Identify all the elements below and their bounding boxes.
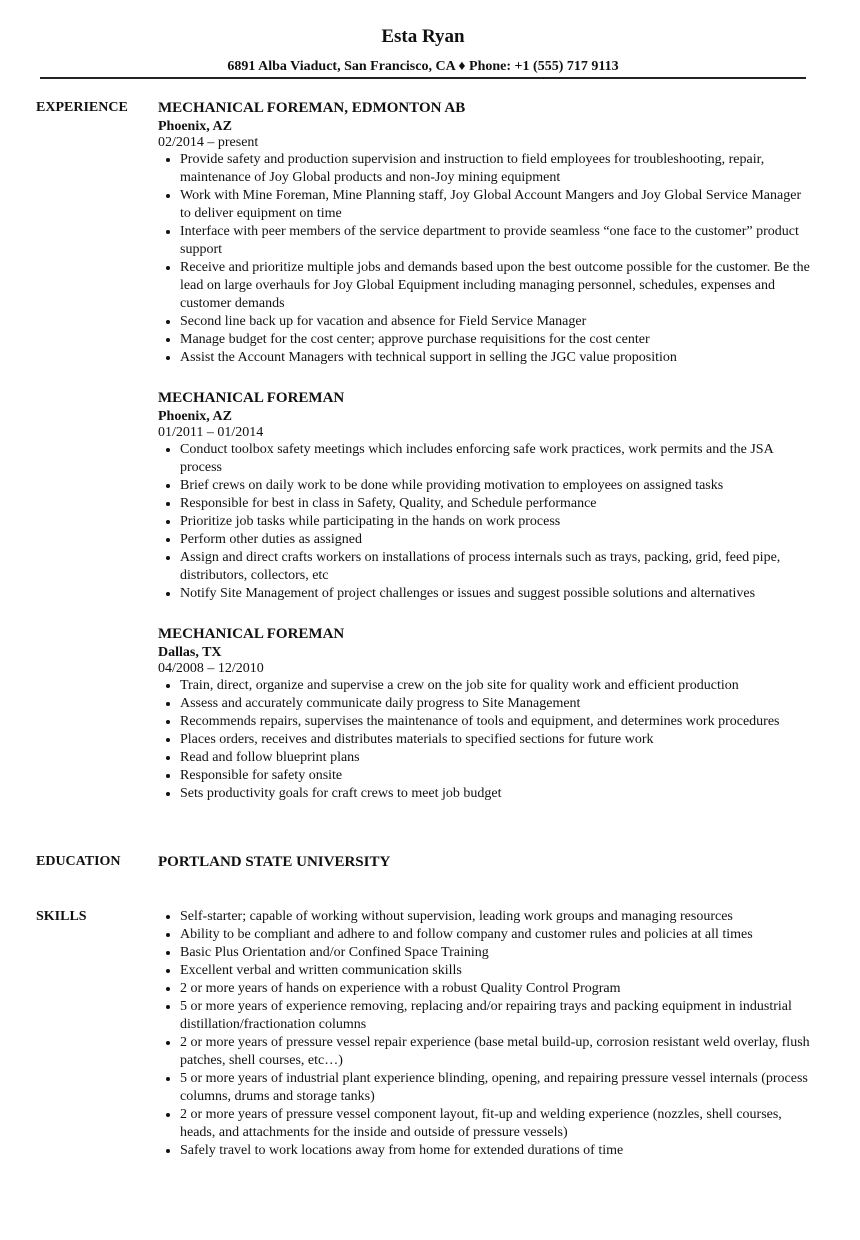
duty-item: • Sets productivity goals for craft crews to meet job budget [180,785,810,803]
duty-item: • Train, direct, organize and supervise a crew on the job site for quality work and efficient production [180,677,810,695]
duty-item: • Second line back up for vacation and absence for Field Service Manager [180,313,810,331]
skill-item: • 2 or more years of pressure vessel repair experience (base metal build-up, corrosion resistant weld overlay, flush patches, shell courses, etc…) [180,1034,810,1070]
job-title: MECHANICAL FOREMAN, EDMONTON AB [158,100,466,116]
job-location: Phoenix, AZ [158,119,232,134]
duty-item: • Responsible for best in class in Safety, Quality, and Schedule performance [180,495,810,513]
skill-item: • Excellent verbal and written communication skills [180,962,810,980]
duty-item: • Assist the Account Managers with technical support in selling the JGC value proposition [180,349,810,367]
skill-item: • Self-starter; capable of working without supervision, leading work groups and managing resources [180,908,810,926]
duty-item: • Receive and prioritize multiple jobs and demands based upon the best outcome possible for the customer. Be the lead on large overhauls for Joy Global Equipment including managing personnel, schedules, expenses and customer demands [180,259,810,313]
duty-item: • Brief crews on daily work to be done while providing motivation to employees on assigned tasks [180,477,810,495]
skills-items [158,908,810,1160]
duty-item: • Recommends repairs, supervises the maintenance of tools and equipment, and determines work procedures [180,713,810,731]
duty-item: • Notify Site Management of project challenges or issues and suggest possible solutions and alternatives [180,585,810,603]
job-title: MECHANICAL FOREMAN [158,390,345,406]
duty-item: • Places orders, receives and distributes materials to specified sections for future work [180,731,810,749]
section-label-experience: EXPERIENCE [36,100,128,115]
skill-item: • 5 or more years of industrial plant experience blinding, opening, and repairing pressure vessel internals (process columns, drums and storage tanks) [180,1070,810,1106]
job-duties [158,441,810,603]
job-dates: 01/2011 – 01/2014 [158,425,264,440]
job-title: MECHANICAL FOREMAN [158,626,345,642]
job-entry [158,625,810,803]
duty-item: • Provide safety and production supervision and instruction to field employees for troubleshooting, repair, maintenance of Joy Global products and non-Joy mining equipment [180,151,810,187]
duty-item: • Assess and accurately communicate daily progress to Site Management [180,695,810,713]
job-entry [158,99,810,367]
job-location: Dallas, TX [158,645,222,660]
education-list [158,853,810,872]
duty-item: • Prioritize job tasks while participating in the hands on work process [180,513,810,531]
job-dates: 04/2008 – 12/2010 [158,661,264,676]
candidate-name: Esta Ryan [381,26,465,47]
skills-list [158,908,810,1160]
duty-item: • Perform other duties as assigned [180,531,810,549]
skill-item: • 2 or more years of pressure vessel component layout, fit-up and welding experience (nozzles, shell courses, heads, and attachments for the inside and outside of pressure vessels) [180,1106,810,1142]
job-dates: 02/2014 – present [158,135,259,150]
skill-item: • Basic Plus Orientation and/or Confined Space Training [180,944,810,962]
duty-item: • Conduct toolbox safety meetings which includes enforcing safe work practices, work permits and the JSA process [180,441,810,477]
header-divider [40,77,806,79]
duty-item: • Manage budget for the cost center; approve purchase requisitions for the cost center [180,331,810,349]
skill-item: • Safely travel to work locations away from home for extended durations of time [180,1142,810,1160]
job-duties [158,677,810,803]
duty-item: • Interface with peer members of the service department to provide seamless “one face to the customer” product support [180,223,810,259]
duty-item: • Responsible for safety onsite [180,767,810,785]
skill-item: • 5 or more years of experience removing, replacing and/or repairing trays and packing equipment in industrial distillation/fractionation columns [180,998,810,1034]
contact-line: 6891 Alba Viaduct, San Francisco, CA ♦ Phone: +1 (555) 717 9113 [227,59,619,74]
job-entry [158,389,810,603]
experience-list [158,99,810,825]
job-duties [158,151,810,367]
skill-item: • Ability to be compliant and adhere to and follow company and customer rules and policies at all times [180,926,810,944]
section-label-skills: SKILLS [36,909,87,924]
duty-item: • Read and follow blueprint plans [180,749,810,767]
skill-item: • 2 or more years of hands on experience with a robust Quality Control Program [180,980,810,998]
duty-item: • Assign and direct crafts workers on installations of process internals such as trays, packing, grid, feed pipe, distributors, collectors, etc [180,549,810,585]
duty-item: • Work with Mine Foreman, Mine Planning staff, Joy Global Account Mangers and Joy Global Service Manager to deliver equipment on time [180,187,810,223]
job-location: Phoenix, AZ [158,409,232,424]
section-label-education: EDUCATION [36,854,121,869]
school-name: PORTLAND STATE UNIVERSITY [158,854,391,870]
